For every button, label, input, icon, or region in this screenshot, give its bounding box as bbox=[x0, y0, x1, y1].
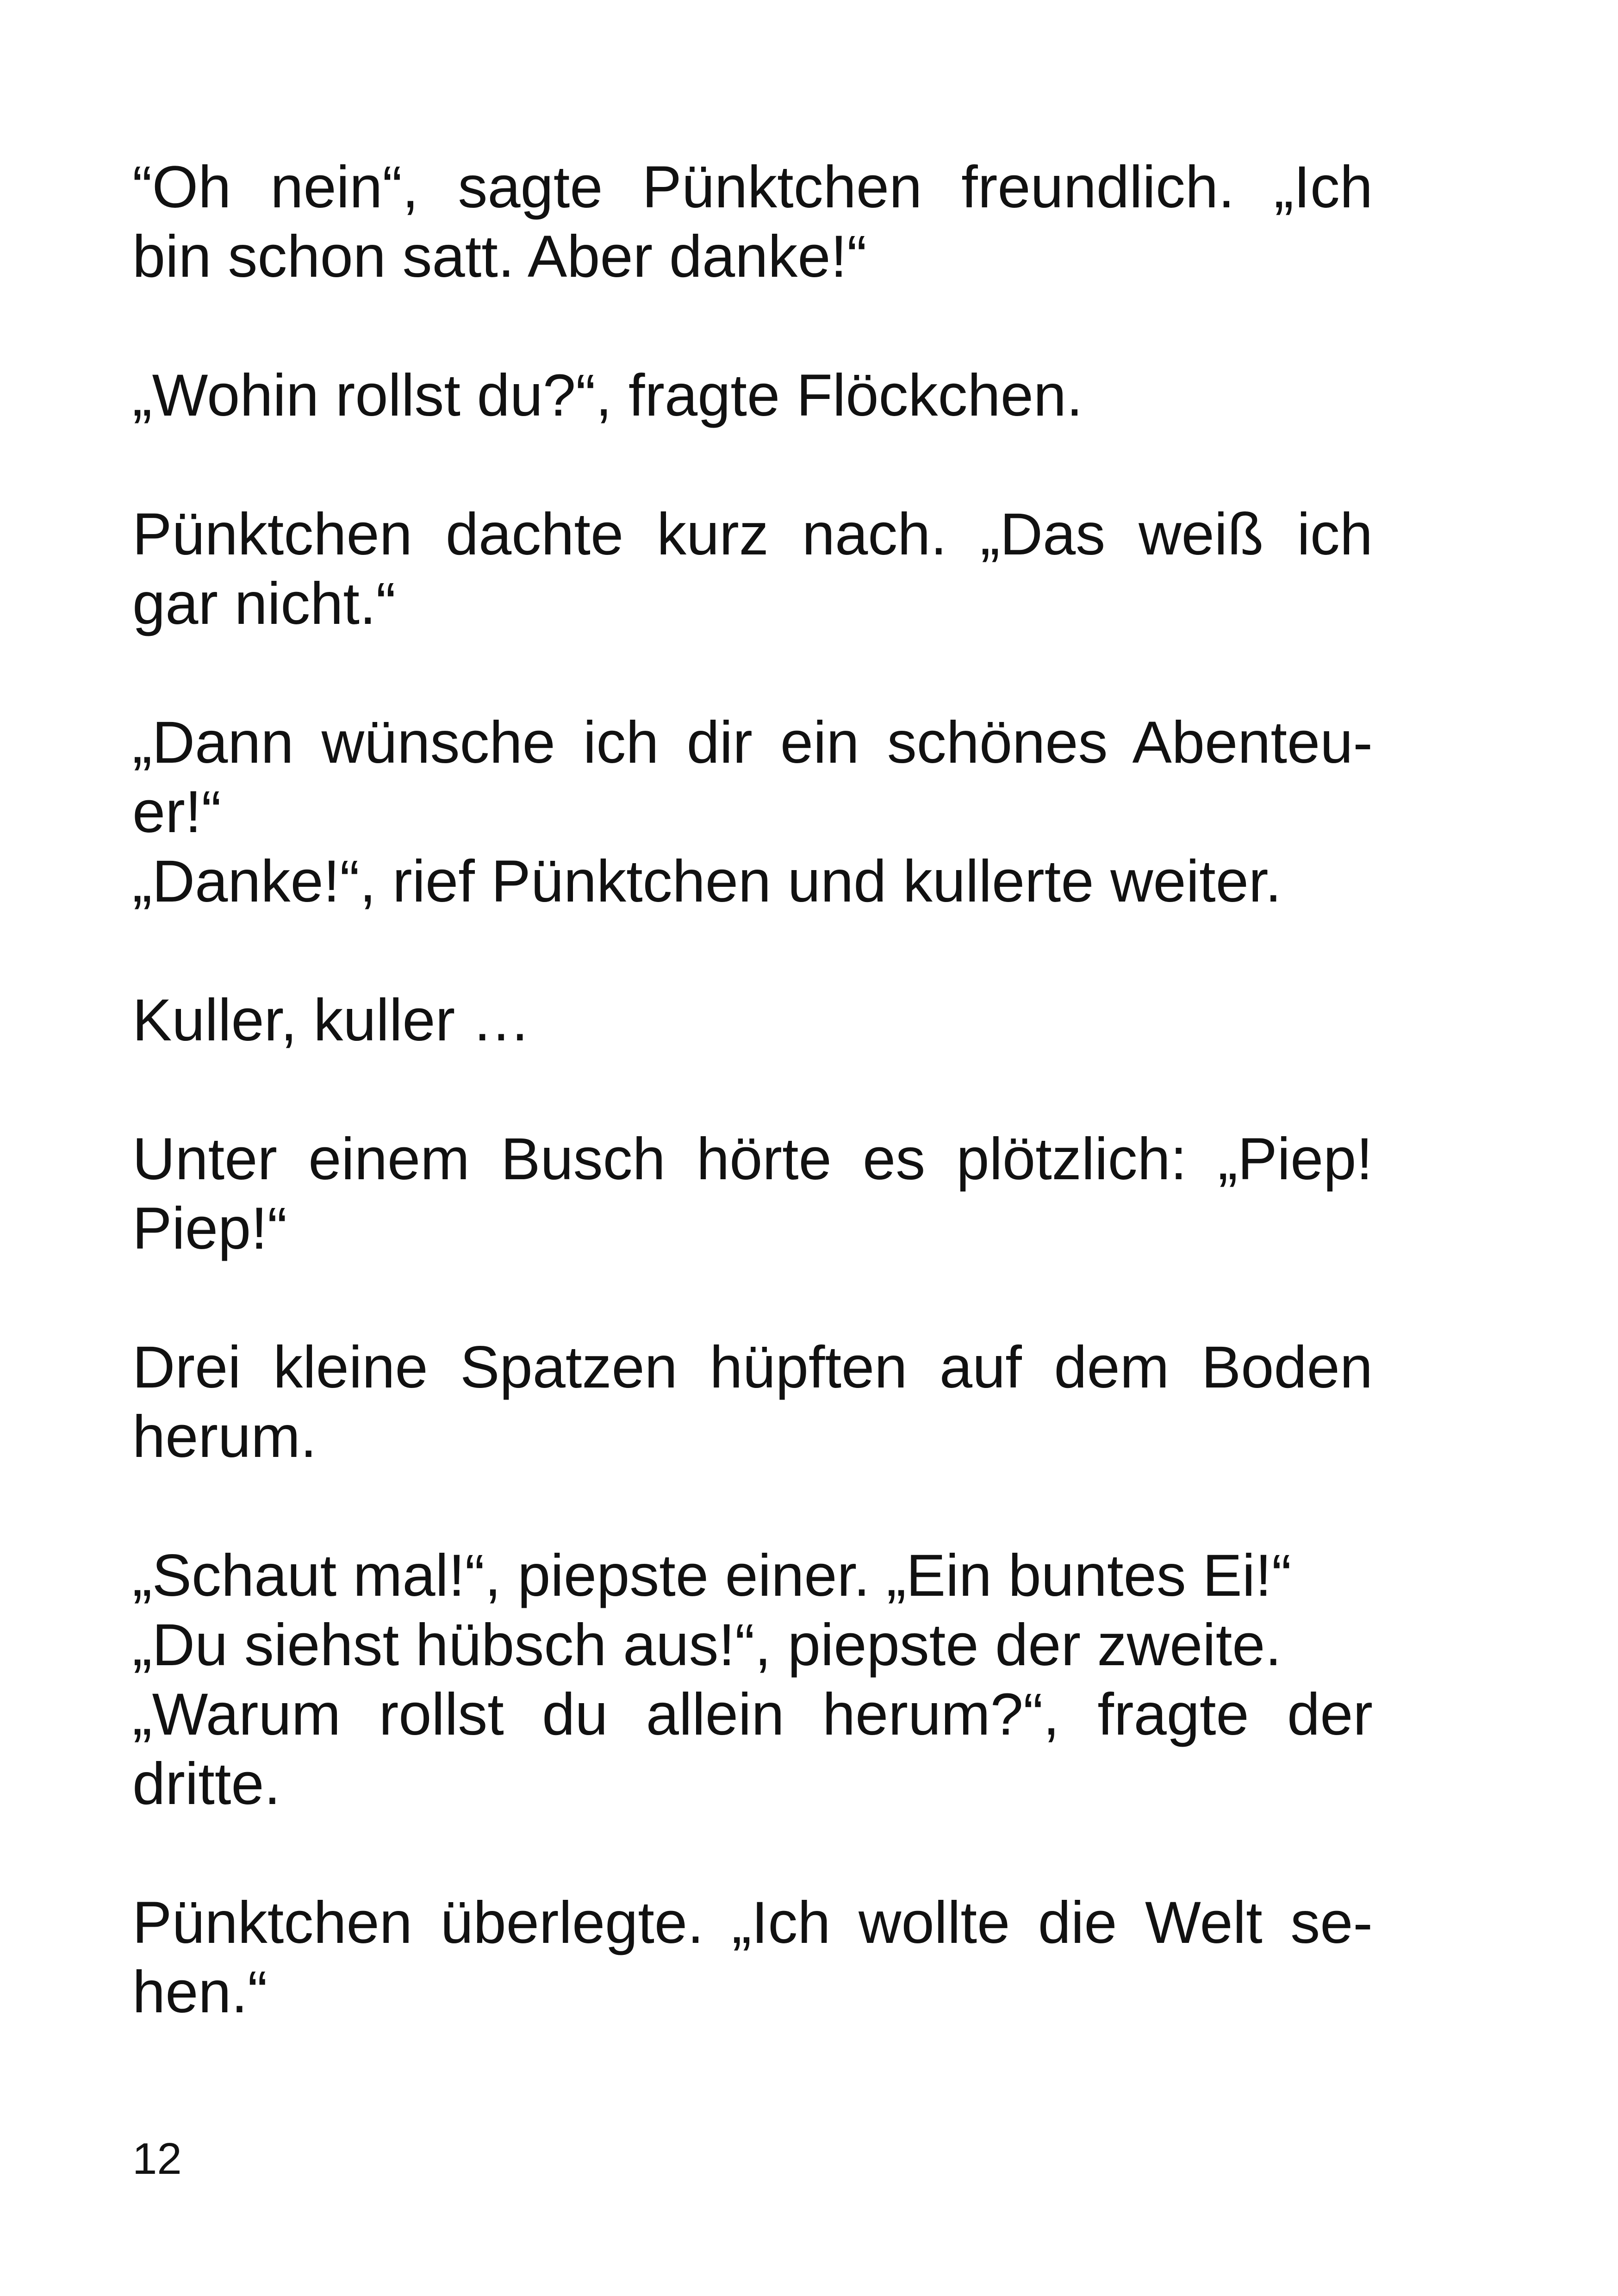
text-line: er!“ bbox=[132, 779, 221, 845]
text-line: „Warum rollst du allein herum?“, fragte der bbox=[132, 1681, 1373, 1748]
text-line: Pünktchen dachte kurz nach. „Das weiß ich bbox=[132, 501, 1373, 567]
paragraph-gap bbox=[132, 1819, 1373, 1888]
text-line: „Dann wünsche ich dir ein schönes Abenteu- bbox=[132, 709, 1373, 776]
text-line: „Du siehst hübsch aus!“, piepste der zweite. bbox=[132, 1612, 1282, 1678]
text-line: “Oh nein“, sagte Pünktchen freundlich. „Ich bbox=[132, 154, 1373, 220]
paragraph bbox=[132, 1333, 1373, 1472]
paragraph-gap bbox=[132, 639, 1373, 708]
text-line: „Danke!“, rief Pünktchen und kullerte weiter. bbox=[132, 848, 1282, 915]
paragraph bbox=[132, 708, 1373, 916]
text-line: Piep!“ bbox=[132, 1195, 287, 1262]
page-number: 12 bbox=[132, 2134, 182, 2184]
text-line: Unter einem Busch hörte es plötzlich: „Piep! bbox=[132, 1126, 1373, 1192]
paragraph-gap bbox=[132, 1472, 1373, 1541]
paragraph bbox=[132, 500, 1373, 639]
text-line: bin schon satt. Aber danke!“ bbox=[132, 224, 867, 290]
text-line: hen.“ bbox=[132, 1959, 268, 2025]
paragraph bbox=[132, 153, 1373, 292]
text-line: Pünktchen überlegte. „Ich wollte die Welt se- bbox=[132, 1890, 1373, 1956]
text-line: dritte. bbox=[132, 1751, 281, 1817]
text-line: gar nicht.“ bbox=[132, 571, 396, 637]
paragraph-gap bbox=[132, 430, 1373, 500]
paragraph bbox=[132, 1888, 1373, 2027]
paragraph bbox=[132, 1541, 1373, 1819]
text-line: herum. bbox=[132, 1404, 317, 1470]
text-line: Drei kleine Spatzen hüpften auf dem Boden bbox=[132, 1334, 1373, 1400]
paragraph-gap bbox=[132, 292, 1373, 361]
paragraph-gap bbox=[132, 1055, 1373, 1125]
paragraph-gap bbox=[132, 1263, 1373, 1333]
text-line: Kuller, kuller … bbox=[132, 987, 531, 1053]
paragraph bbox=[132, 1125, 1373, 1263]
paragraph bbox=[132, 361, 1373, 430]
story-text bbox=[132, 153, 1373, 2027]
paragraph bbox=[132, 986, 1373, 1055]
text-line: „Wohin rollst du?“, fragte Flöckchen. bbox=[132, 362, 1083, 429]
paragraph-gap bbox=[132, 916, 1373, 986]
text-line: „Schaut mal!“, piepste einer. „Ein buntes Ei!“ bbox=[132, 1543, 1292, 1609]
